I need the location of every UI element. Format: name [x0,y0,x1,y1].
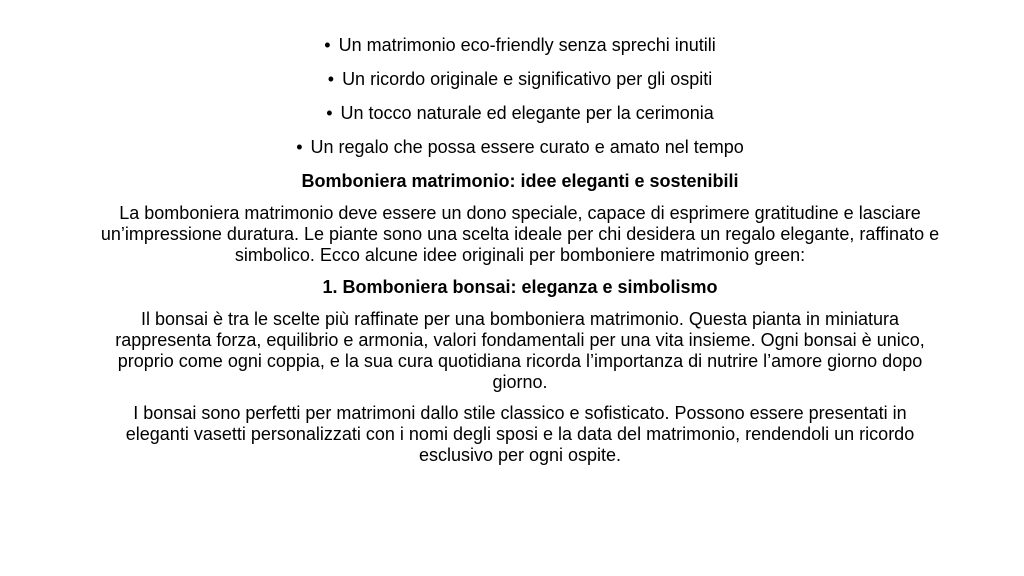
section-paragraph: I bonsai sono perfetti per matrimoni dallo stile classico e sofisticato. Possono essere presentati in eleganti vasetti personalizzati con i nomi degli sposi e la data del matrimonio, rendendoli un ricordo esclusivo per ogni ospite. [125,403,915,465]
bullet-list [100,34,940,159]
bullet-item [100,136,940,159]
bullet-text: Un ricordo originale e significativo per gli ospiti [342,69,713,89]
bullet-dot-icon: • [326,103,333,123]
bullet-item [100,102,940,125]
bullet-text: Un regalo che possa essere curato e amato nel tempo [310,137,744,157]
bullet-item [100,34,940,57]
section-paragraph: La bomboniera matrimonio deve essere un dono speciale, capace di esprimere gratitudine e lasciare un’impressione duratura. Le piante sono una scelta ideale per chi desidera un regalo elegante, raffinato e simbolico. Ecco alcune idee originali per bomboniere matrimonio green: [100,203,940,265]
bullet-dot-icon: • [324,35,331,55]
bullet-text: Un matrimonio eco-friendly senza sprechi inutili [338,35,716,55]
bullet-item [100,68,940,91]
section-heading: 1. Bomboniera bonsai: eleganza e simbolismo [322,277,718,297]
bullet-text: Un tocco naturale ed elegante per la cerimonia [340,103,714,123]
bullet-dot-icon: • [296,137,303,157]
section-heading: Bomboniera matrimonio: idee eleganti e sostenibili [301,171,739,191]
slide-content [100,34,940,476]
bullet-dot-icon: • [327,69,335,89]
section-paragraph: Il bonsai è tra le scelte più raffinate per una bomboniera matrimonio. Questa pianta in miniatura rappresenta forza, equilibrio e armonia, valori fondamentali per una vita insieme. Ogni bonsai è unico, proprio come ogni coppia, e la sua cura quotidiana ricorda l’importanza di nutrire l’amore giorno dopo giorno. [115,309,925,392]
